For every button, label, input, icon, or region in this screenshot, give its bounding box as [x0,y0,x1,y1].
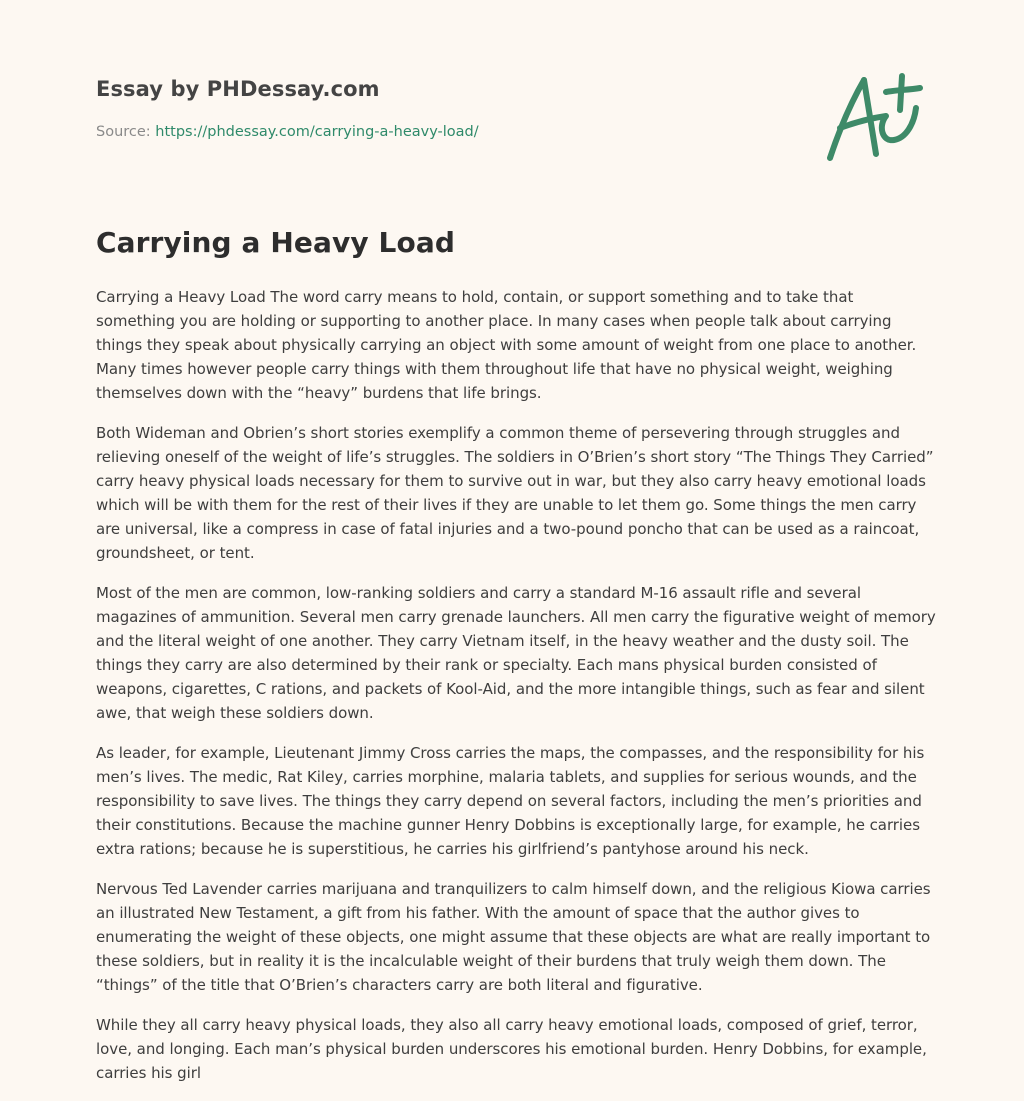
source-link[interactable]: https://phdessay.com/carrying-a-heavy-load/ [155,124,479,140]
essay-paragraph: Most of the men are common, low-ranking soldiers and carry a standard M-16 assault rifle and several magazines of ammunition. Several men carry grenade launchers. All men carry the figurative weight of memory and the literal weight of one another. They carry Vietnam itself, in the heavy weather and the dusty soil. The things they carry are also determined by their rank or specialty. Each mans physical burden consisted of weapons, cigarettes, C rations, and packets of Kool-Aid, and the more intangible things, such as fear and silent awe, that weigh these soldiers down. [96,584,936,722]
essay-paragraph: Nervous Ted Lavender carries marijuana and tranquilizers to calm himself down, and the religious Kiowa carries an illustrated New Testament, a gift from his father. With the amount of space that the author gives to enumerating the weight of these objects, one might assume that these objects are what are really important to these soldiers, but in reality it is the incalculable weight of their burdens that truly weigh them down. The “things” of the title that O’Brien’s characters carry are both literal and figurative. [96,880,931,994]
essay-paragraph: While they all carry heavy physical loads, they also all carry heavy emotional loads, composed of grief, terror, love, and longing. Each man’s physical burden underscores his emotional burden. Henry Dobbins, for example, carries his girl [96,1016,927,1082]
essay-paragraph: Carrying a Heavy Load The word carry means to hold, contain, or support something and to take that something you are holding or supporting to another place. In many cases when people talk about carrying things they speak about physically carrying an object with some amount of weight from one place to another. Many times however people carry things with them throughout life that have no physical weight, weighing themselves down with the “heavy” burdens that life brings. [96,288,917,402]
essay-title: Carrying a Heavy Load [96,226,455,259]
essay-paragraph: Both Wideman and Obrien’s short stories exemplify a common theme of persevering through struggles and relieving oneself of the weight of life’s struggles. The soldiers in O’Brien’s short story “The Things They Carried” carry heavy physical loads necessary for them to survive out in war, but they also carry heavy emotional loads which will be with them for the rest of their lives if they are unable to let them go. Some things the men carry are universal, like a compress in case of fatal injuries and a two-pound poncho that can be used as a raincoat, groundsheet, or tent. [96,424,934,562]
source-line [96,124,479,140]
essay-page [96,0,936,1082]
a-plus-logo-icon [824,68,924,164]
site-title: Essay by PHDessay.com [96,77,380,101]
source-label: Source: [96,124,156,140]
essay-paragraph: As leader, for example, Lieutenant Jimmy Cross carries the maps, the compasses, and the responsibility for his men’s lives. The medic, Rat Kiley, carries morphine, malaria tablets, and supplies for serious wounds, and the responsibility to save lives. The things they carry depend on several factors, including the men’s priorities and their constitutions. Because the machine gunner Henry Dobbins is exceptionally large, for example, he carries extra rations; because he is superstitious, he carries his girlfriend’s pantyhose around his neck. [96,744,925,858]
page-header [96,0,932,259]
essay-body [96,285,936,1101]
